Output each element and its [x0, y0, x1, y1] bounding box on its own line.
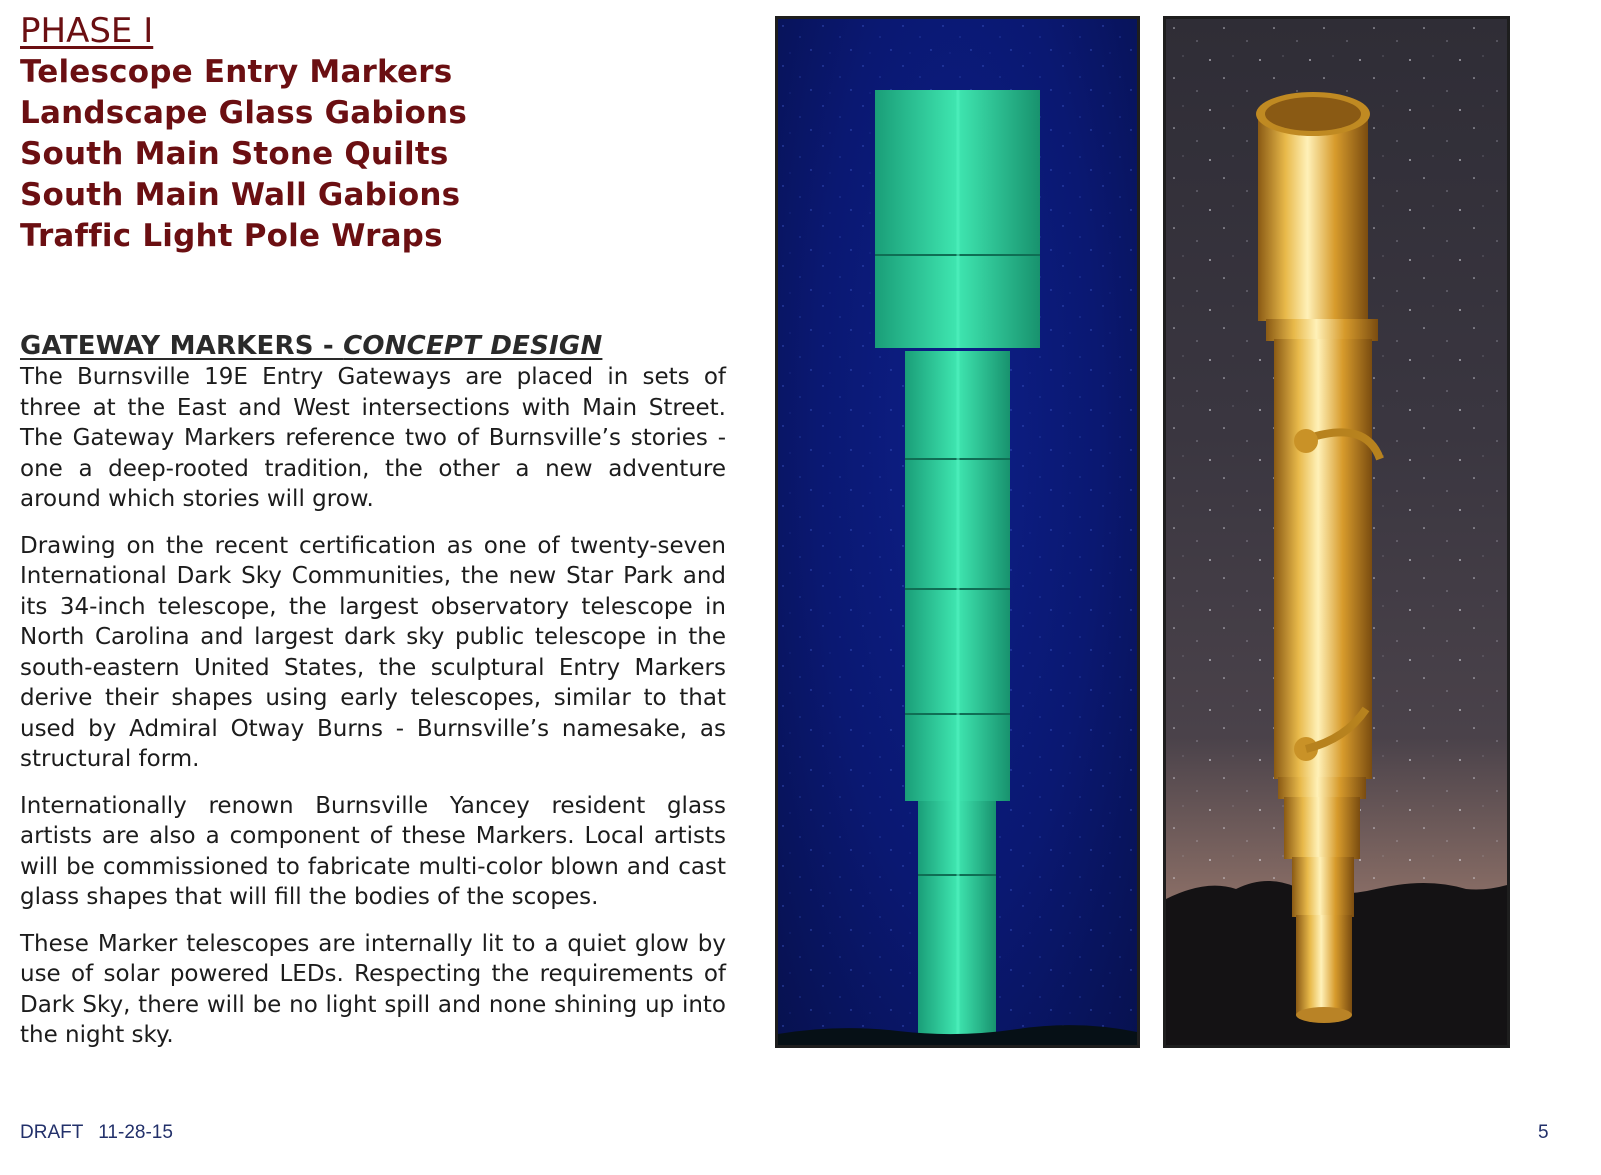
phase-item-south-main-wall-gabions: South Main Wall Gabions	[20, 177, 461, 213]
section-heading-italic: CONCEPT DESIGN	[343, 331, 603, 361]
section-heading-main: GATEWAY MARKERS -	[20, 331, 344, 361]
draft-date: DRAFT 11-28-15	[20, 1122, 173, 1143]
brass-telescope-photo	[1163, 16, 1510, 1048]
paragraph-glass-artists: Internationally renown Burnsville Yancey resident glass artists are also a component of these Markers. Local artists will be commissioned to fabricate multi-color blown and cast glass shapes that will fill the bodies of the scopes.	[20, 792, 726, 910]
page-number: 5	[1538, 1122, 1549, 1143]
brass-telescope-illustration	[1166, 19, 1507, 1045]
phase-item-traffic-light-pole-wraps: Traffic Light Pole Wraps	[20, 218, 443, 254]
phase-item-south-main-stone-quilts: South Main Stone Quilts	[20, 136, 449, 172]
phase-item-landscape-glass-gabions: Landscape Glass Gabions	[20, 95, 467, 131]
glass-marker-illustration	[778, 19, 1137, 1045]
phase-item-telescope-entry-markers: Telescope Entry Markers	[20, 54, 453, 90]
glass-marker-photo	[775, 16, 1140, 1048]
phase-list	[20, 10, 580, 257]
paragraph-entry-gateways: The Burnsville 19E Entry Gateways are placed in sets of three at the East and West intersections with Main Street. The Gateway Markers reference two of Burnsville’s stories - one a deep-rooted tradition, the other a new adventure around which stories will grow.	[20, 364, 726, 512]
concept-section	[20, 330, 726, 1067]
phase-title: PHASE I	[20, 11, 154, 51]
paragraph-solar-leds: These Marker telescopes are internally lit to a quiet glow by use of solar powered LEDs. Respecting the requirements of Dark Sky, there will be no light spill and none shining up into the night sky.	[20, 930, 726, 1048]
section-heading	[20, 330, 726, 362]
paragraph-dark-sky: Drawing on the recent certification as one of twenty-seven International Dark Sky Communities, the new Star Park and its 34-inch telescope, the largest observatory telescope in North Carolina and largest dark sky public telescope in the south-eastern United States, the sculptural Entry Markers derive their shapes using early telescopes, similar to that used by Admiral Otway Burns - Burnsville’s namesake, as structural form.	[20, 532, 726, 772]
